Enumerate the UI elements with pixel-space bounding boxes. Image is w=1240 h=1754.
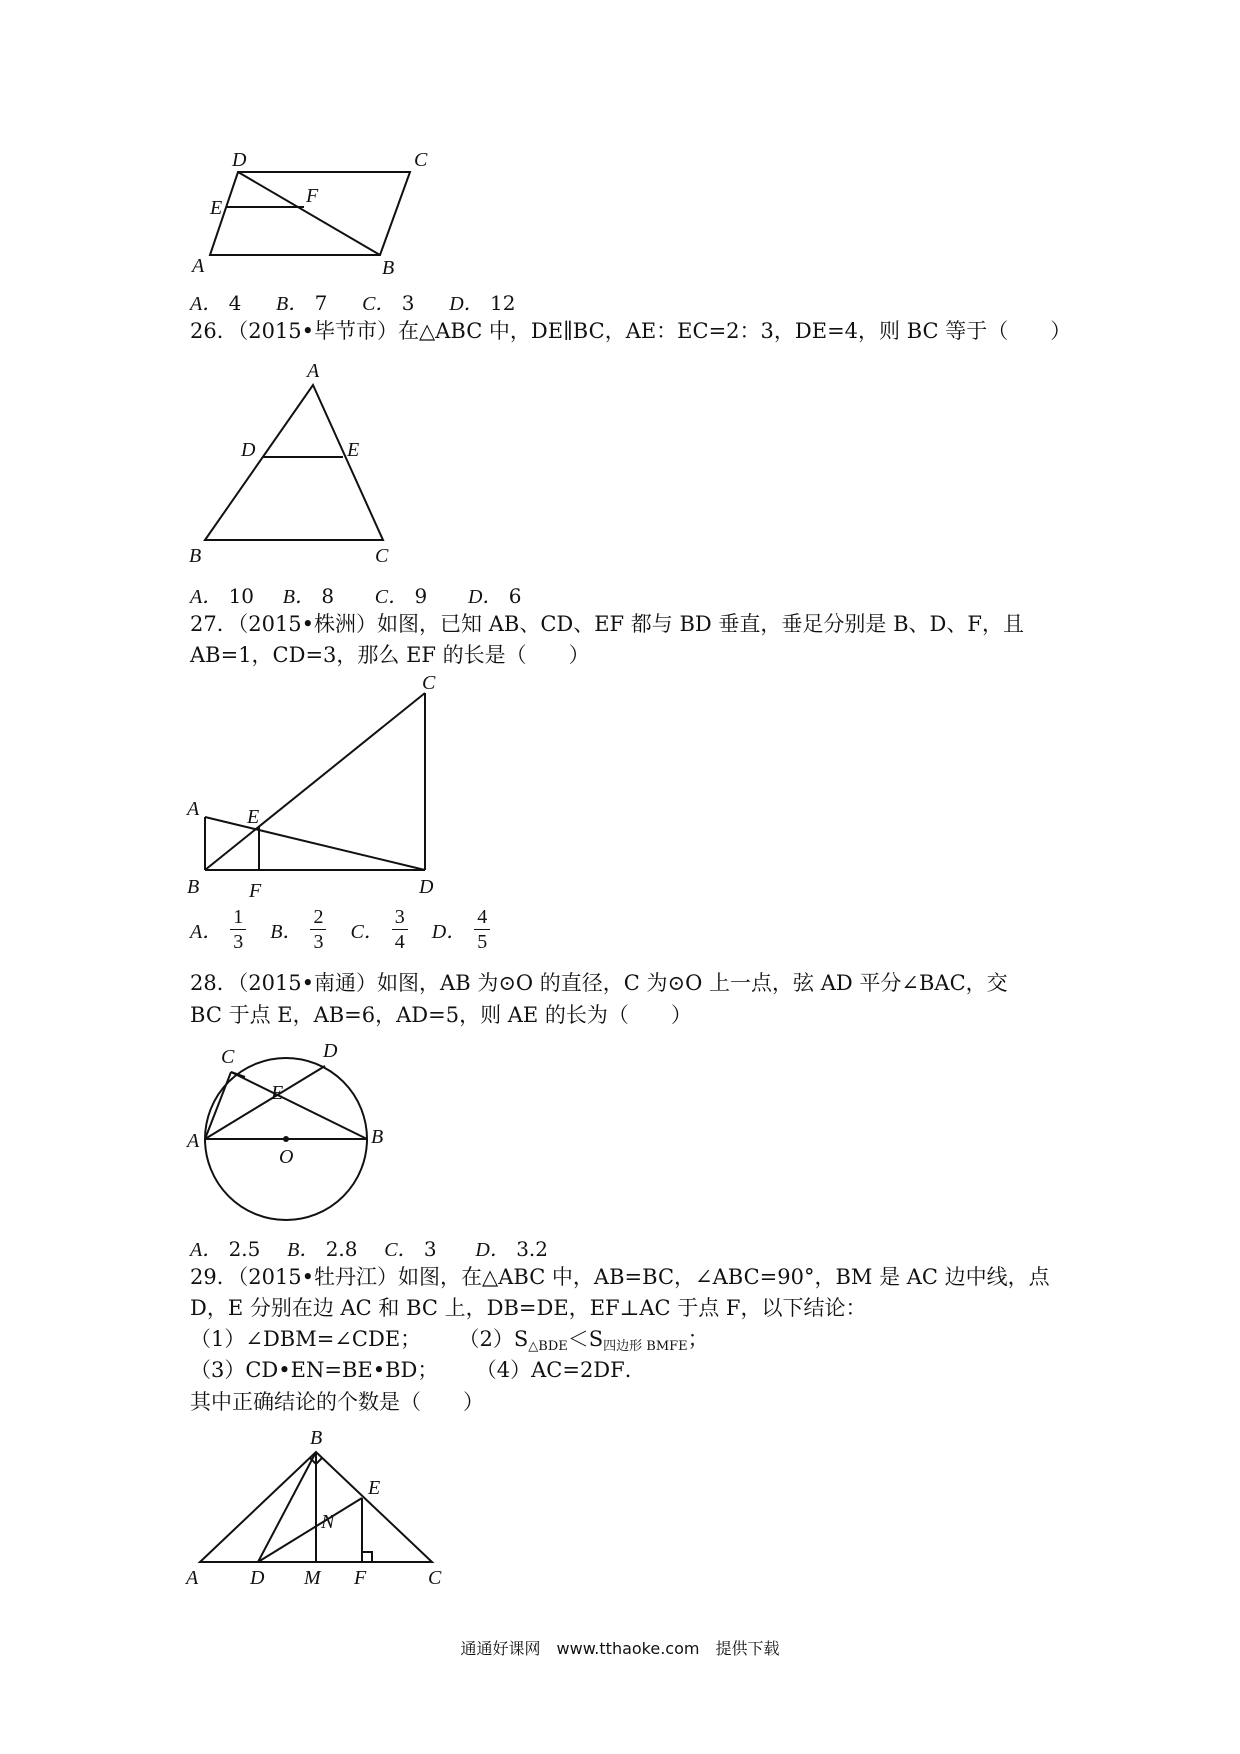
figure-perpendiculars [185, 672, 445, 902]
label-e: E [210, 197, 223, 219]
label-o: O [279, 1146, 294, 1168]
option-a[interactable]: A． 2.5 [190, 1237, 261, 1261]
center-dot [283, 1136, 289, 1142]
option-a[interactable]: A． 4 [190, 291, 242, 315]
option-b-letter[interactable]: B． [270, 921, 303, 943]
footer-source: 通通好课网 www.tthaoke.com 提供下载 [460, 1639, 780, 1658]
figure-parallelogram [180, 140, 440, 280]
q27-text-line2: AB=1，CD=3，那么 EF 的长是（ ） [190, 643, 590, 667]
label-a: A [192, 255, 205, 277]
conclusion-4: （4）AC=2DF． [475, 1358, 646, 1382]
label-f: F [354, 1567, 367, 1589]
option-b[interactable]: B． 7 [276, 291, 328, 315]
label-m: M [304, 1567, 321, 1589]
option-a-fraction[interactable]: $\frac{1}{3}$ [230, 905, 246, 954]
q28-text-line1: 28．（2015•南通）如图，AB 为⊙O 的直径，C 为⊙O 上一点，弦 AD 平分∠BAC，交 [190, 971, 1008, 995]
option-d[interactable]: D． 12 [449, 291, 516, 315]
q29-conclusions-row2 [190, 1355, 646, 1385]
option-d-letter[interactable]: D． [431, 921, 467, 943]
q26-text: 26．（2015•毕节市）在△ABC 中，DE∥BC，AE：EC=2：3，DE=4，则 BC 等于（ ） [190, 319, 1072, 343]
option-c[interactable]: C． 3 [384, 1237, 437, 1261]
label-a: A [187, 1130, 200, 1152]
label-b: B [189, 545, 202, 567]
q25-options [190, 287, 515, 316]
option-a-letter[interactable]: A． [190, 921, 223, 943]
q28-options [190, 1233, 548, 1262]
label-a: A [186, 1567, 199, 1589]
label-c: C [414, 149, 428, 171]
option-b-fraction[interactable]: $\frac{2}{3}$ [310, 905, 326, 954]
label-b: B [187, 876, 200, 898]
label-d: D [241, 439, 256, 461]
label-e: E [247, 806, 260, 828]
q26-options [190, 580, 521, 609]
label-b: B [371, 1126, 384, 1148]
label-d: D [419, 876, 434, 898]
q29-text-line1: 29．（2015•牡丹江）如图，在△ABC 中，AB=BC，∠ABC=90°，BM 是 AC 边中线，点 [190, 1265, 1050, 1289]
label-a: A [187, 798, 200, 820]
label-b: B [310, 1427, 323, 1449]
label-c: C [428, 1567, 442, 1589]
label-d: D [250, 1567, 265, 1589]
label-b: B [382, 257, 395, 279]
label-d: D [323, 1040, 338, 1062]
option-c[interactable]: C． 3 [362, 291, 415, 315]
figure-isosceles-right-triangle [180, 1422, 450, 1592]
label-a: A [307, 360, 320, 382]
conclusion-3: （3）CD•EN=BE•BD； [190, 1358, 439, 1382]
conclusion-2: $(2)S_{\triangle BDE}<S_{四边形 BMFE}$； [458, 1327, 709, 1354]
label-d: D [232, 149, 247, 171]
q29-text-line2: D，E 分别在边 AC 和 BC 上，DB=DE，EF⊥AC 于点 F，以下结论： [190, 1296, 867, 1320]
option-c[interactable]: C． 9 [374, 584, 428, 608]
q27-text-line1: 27．（2015•株洲）如图，已知 AB、CD、EF 都与 BD 垂直，垂足分别是 B、D、F，且 [190, 612, 1024, 636]
option-d[interactable]: D． 6 [467, 584, 522, 608]
option-a[interactable]: A． 10 [190, 584, 255, 608]
label-e: E [368, 1477, 381, 1499]
conclusion-1: （1）∠DBM=∠CDE； [190, 1327, 422, 1351]
option-d-fraction[interactable]: $\frac{4}{5}$ [474, 905, 490, 954]
q27-options [190, 905, 500, 954]
option-c-letter[interactable]: C． [350, 921, 384, 943]
q28-text-line2: BC 于点 E，AB=6，AD=5，则 AE 的长为（ ） [190, 1003, 692, 1027]
option-b[interactable]: B． 2.8 [287, 1237, 358, 1261]
option-b[interactable]: B． 8 [282, 584, 335, 608]
option-d[interactable]: D． 3.2 [475, 1237, 548, 1261]
label-f: F [249, 880, 262, 902]
figure-triangle-de-bc [185, 355, 405, 565]
label-c: C [422, 672, 436, 694]
label-c: C [375, 545, 389, 567]
q29-text-line3: 其中正确结论的个数是（ ） [190, 1390, 484, 1414]
label-e: E [271, 1082, 284, 1104]
option-c-fraction[interactable]: $\frac{3}{4}$ [392, 905, 408, 954]
figure-circle [185, 1035, 395, 1225]
label-c: C [221, 1046, 235, 1068]
label-n: N [321, 1511, 335, 1533]
label-f: F [306, 185, 319, 207]
label-e: E [347, 439, 360, 461]
